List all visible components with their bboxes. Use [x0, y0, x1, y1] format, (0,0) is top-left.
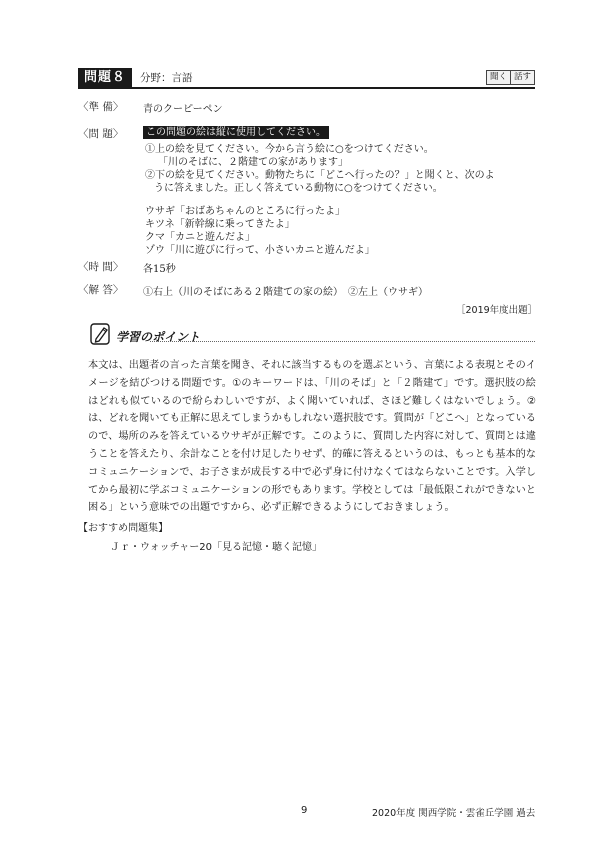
learning-point-title: 学習のポイント — [116, 330, 201, 344]
animal-answer-bear: クマ「カニと遊んだよ」 — [145, 232, 255, 243]
animal-answer-elephant: ゾウ「川に遊びに行って、小さいカニと遊んだよ」 — [145, 245, 375, 256]
recommended-heading: 【おすすめ問題集】 — [78, 523, 169, 534]
prep-label: 〈準 備〉 — [78, 101, 124, 113]
time-value: 各15秒 — [143, 264, 176, 275]
section-rule — [150, 341, 535, 342]
problem-label: 〈問 題〉 — [78, 128, 124, 140]
year-tag: ［2019年度出題］ — [456, 305, 538, 316]
page-number: 9 — [301, 805, 308, 816]
recommended-item: Ｊｒ・ウォッチャー20「見る記憶・聴く記憶」 — [110, 542, 323, 553]
answer-value: ①右上（川のそばにある２階建ての家の絵） ②左上（ウサギ） — [143, 287, 428, 298]
footer-title: 2020年度 関西学院・雲雀丘学園 過去 — [372, 808, 536, 819]
time-label: 〈時 間〉 — [78, 261, 124, 273]
header-rule — [78, 87, 535, 89]
tag-speak: 話す — [510, 70, 535, 85]
animal-answer-rabbit: ウサギ「おばあちゃんのところに行ったよ」 — [145, 206, 345, 217]
field-label: 分野：言語 — [140, 72, 193, 84]
problem-number-badge: 問題８ — [78, 68, 132, 87]
problem-line-2: 「川のそばに、２階建ての家があります」 — [158, 157, 348, 168]
tag-listen: 聞く — [486, 70, 511, 85]
instruction-highlight: この問題の絵は縦に使用してください。 — [143, 126, 329, 139]
problem-line-1: ①上の絵を見てください。今から言う絵に○をつけてください。 — [145, 144, 434, 155]
problem-line-3: ②下の絵を見てください。動物たちに「どこへ行ったの？」と聞くと、次のよ — [145, 170, 495, 181]
pencil-icon — [89, 322, 113, 346]
animal-answer-fox: キツネ「新幹線に乗ってきたよ」 — [145, 219, 295, 230]
problem-line-4: うに答えました。正しく答えている動物に○をつけてください。 — [154, 183, 443, 194]
learning-point-paragraph: 本文は、出題者の言った言葉を聞き、それに該当するものを選ぶという、言葉による表現とそのイメージを結びつける問題です。①のキーワードは、「川のそば」と「２階建て」です。選択肢の絵はどれも似ているので紛らわしいですが、よく聞いていれば、さほど難しくはないでしょう。②は、どれを聞いても正解に思えてしまうかもしれない選択肢です。質問が「どこへ」となっているので、場所のみを答えているウサギが正解です。このように、質問した内容に対して、質問とは違うことを答えたり、余計なことを付け足したりせず、的確に答えるというのは、もっとも基本的なコミュニケーションで、お子さまが成長する中で必ず身に付けなくてはならないことです。入学してから最初に学ぶコミュニケーションの形でもあります。学校としては「最低限これができないと困る」という意味での出題ですから、必ず正解できるようにしておきましょう。 — [88, 360, 536, 514]
prep-value: 青のクーピーペン — [143, 104, 223, 115]
answer-label: 〈解 答〉 — [78, 284, 124, 296]
